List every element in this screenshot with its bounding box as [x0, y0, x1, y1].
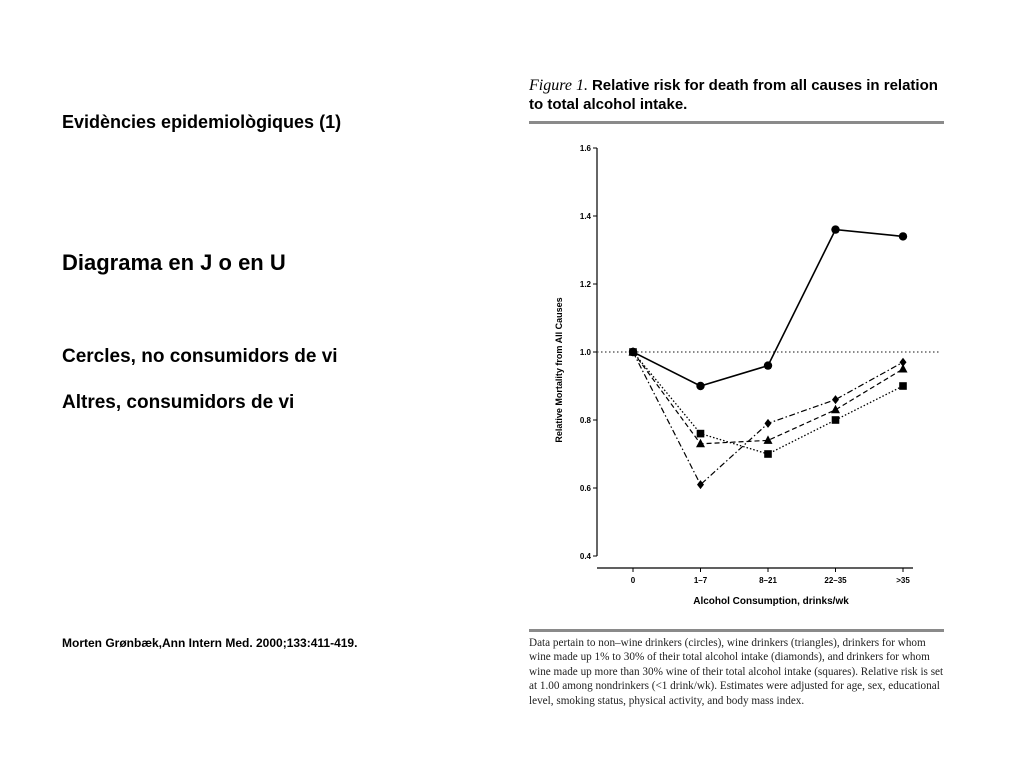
- slide-heading: Evidències epidemiològiques (1): [62, 112, 342, 132]
- y-tick-label: 1.6: [579, 144, 591, 153]
- y-tick-label: 0.4: [579, 552, 591, 561]
- data-point-diamond: [697, 480, 704, 489]
- data-point-circle: [696, 382, 704, 390]
- data-point-triangle: [764, 435, 773, 444]
- data-point-circle: [899, 232, 907, 240]
- data-point-square: [764, 450, 772, 458]
- x-tick-label: 22–35: [824, 576, 847, 585]
- y-tick-label: 1.0: [579, 348, 591, 357]
- figure-caption: Data pertain to non–wine drinkers (circles), wine drinkers (triangles), drinkers for whom wine made up 1% to 30% of their total alcohol intake (diamonds), and drinkers for whom wine made up more than 30% wine of their total alcohol intake (squares). Relative risk is set at 1.00 among nondrinkers (<1 drink/wk). Estimates were adjusted for age, sex, educational level, smoking status, physical activity, and body mass index.: [529, 637, 944, 707]
- y-axis-label: Relative Mortality from All Causes: [554, 297, 564, 443]
- y-tick-label: 1.2: [579, 280, 591, 289]
- y-tick-label: 0.6: [579, 484, 591, 493]
- data-point-diamond: [900, 358, 907, 367]
- data-point-circle: [831, 225, 839, 233]
- x-tick-label: 0: [630, 576, 636, 585]
- y-tick-label: 1.4: [579, 212, 591, 221]
- figure-label: Figure 1.: [529, 77, 588, 94]
- data-point-circle: [764, 361, 772, 369]
- data-point-square: [899, 382, 907, 390]
- slide-subtitle: Diagrama en J o en U: [62, 250, 286, 275]
- data-point-diamond: [832, 395, 839, 404]
- data-point-triangle: [831, 405, 840, 414]
- x-tick-label: >35: [896, 576, 910, 585]
- figure-title: [529, 76, 949, 114]
- data-point-triangle: [696, 439, 705, 448]
- line-circles-note: Cercles, no consumidors de vi: [62, 346, 338, 367]
- relative-mortality-chart: [529, 124, 944, 629]
- figure-title-text: Relative risk for death from all causes in relation to total alcohol intake.: [529, 77, 938, 113]
- reference-citation: Morten Grønbæk,Ann Intern Med. 2000;133:411-419.: [62, 636, 358, 650]
- x-tick-label: 1–7: [693, 576, 708, 585]
- x-tick-label: 8–21: [759, 576, 777, 585]
- x-axis-label: Alcohol Consumption, drinks/wk: [693, 596, 849, 607]
- data-point-square: [832, 416, 840, 424]
- data-point-square: [629, 348, 637, 356]
- figure-bottom-rule: [529, 629, 944, 632]
- data-point-diamond: [765, 419, 772, 428]
- data-point-square: [697, 430, 705, 438]
- line-others-note: Altres, consumidors de vi: [62, 392, 295, 413]
- y-tick-label: 0.8: [579, 416, 591, 425]
